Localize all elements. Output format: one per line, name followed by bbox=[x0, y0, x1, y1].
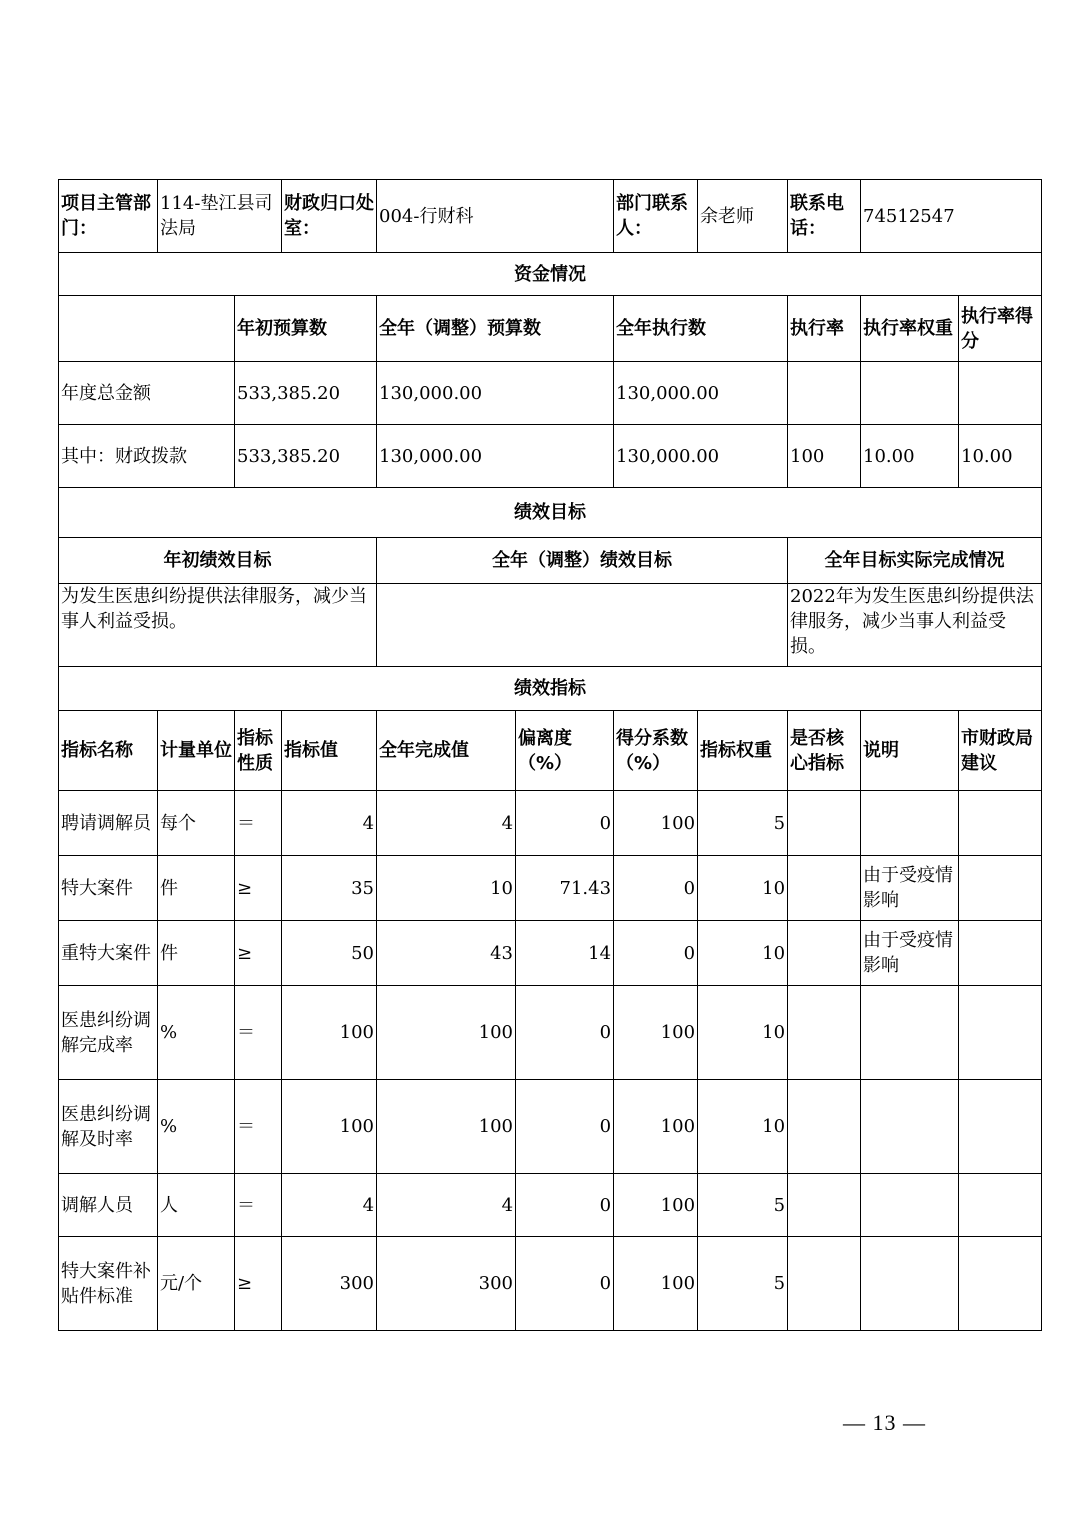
ind-note bbox=[861, 986, 959, 1080]
ind-target: 35 bbox=[282, 856, 377, 921]
ind-note bbox=[861, 1237, 959, 1331]
ind-core bbox=[788, 1174, 861, 1237]
phone-label: 联系电话： bbox=[788, 180, 861, 253]
indicator-row bbox=[59, 1237, 1042, 1331]
funds-section-title: 资金情况 bbox=[59, 253, 1042, 296]
funds-col-rate: 执行率 bbox=[788, 296, 861, 362]
ind-advice bbox=[959, 921, 1042, 986]
ind-weight: 10 bbox=[698, 921, 788, 986]
ind-col-nature: 指标性质 bbox=[235, 711, 282, 791]
funds-col-initial: 年初预算数 bbox=[235, 296, 377, 362]
ind-deviation: 0 bbox=[516, 1174, 614, 1237]
ind-target: 100 bbox=[282, 1080, 377, 1174]
ind-coef: 0 bbox=[614, 856, 698, 921]
ind-note: 由于受疫情影响 bbox=[861, 921, 959, 986]
funds-header-row bbox=[59, 296, 1042, 362]
funds-row-adjusted: 130,000.00 bbox=[377, 425, 614, 488]
ind-actual: 100 bbox=[377, 986, 516, 1080]
ind-core bbox=[788, 986, 861, 1080]
dept-label: 项目主管部门： bbox=[59, 180, 158, 253]
ind-weight: 5 bbox=[698, 1237, 788, 1331]
phone-value: 74512547 bbox=[861, 180, 1042, 253]
indicator-row bbox=[59, 1174, 1042, 1237]
ind-advice bbox=[959, 1174, 1042, 1237]
ind-note bbox=[861, 791, 959, 856]
ind-col-coef: 得分系数（%） bbox=[614, 711, 698, 791]
ind-name: 特大案件 bbox=[59, 856, 158, 921]
funds-row bbox=[59, 362, 1042, 425]
funds-row-label: 年度总金额 bbox=[59, 362, 235, 425]
ind-col-name: 指标名称 bbox=[59, 711, 158, 791]
ind-deviation: 0 bbox=[516, 986, 614, 1080]
ind-core bbox=[788, 1237, 861, 1331]
ind-core bbox=[788, 856, 861, 921]
ind-deviation: 0 bbox=[516, 1237, 614, 1331]
ind-actual: 300 bbox=[377, 1237, 516, 1331]
ind-weight: 10 bbox=[698, 986, 788, 1080]
goals-col-initial: 年初绩效目标 bbox=[59, 538, 377, 584]
funds-row-weight: 10.00 bbox=[861, 425, 959, 488]
ind-col-deviation: 偏离度（%） bbox=[516, 711, 614, 791]
ind-deviation: 0 bbox=[516, 1080, 614, 1174]
ind-weight: 10 bbox=[698, 1080, 788, 1174]
ind-col-actual: 全年完成值 bbox=[377, 711, 516, 791]
goals-actual-text: 2022年为发生医患纠纷提供法律服务，减少当事人利益受损。 bbox=[788, 584, 1042, 667]
ind-nature: ＝ bbox=[235, 791, 282, 856]
indicator-row bbox=[59, 791, 1042, 856]
ind-coef: 100 bbox=[614, 1174, 698, 1237]
header-info-row bbox=[59, 180, 1042, 253]
goals-header-row bbox=[59, 538, 1042, 584]
ind-name: 医患纠纷调解完成率 bbox=[59, 986, 158, 1080]
funds-section-row bbox=[59, 253, 1042, 296]
goals-initial-text: 为发生医患纠纷提供法律服务，减少当事人利益受损。 bbox=[59, 584, 377, 667]
ind-target: 100 bbox=[282, 986, 377, 1080]
ind-deviation: 71.43 bbox=[516, 856, 614, 921]
funds-row-executed: 130,000.00 bbox=[614, 362, 788, 425]
funds-row-initial: 533,385.20 bbox=[235, 362, 377, 425]
ind-unit: 人 bbox=[158, 1174, 235, 1237]
indicators-section-title: 绩效指标 bbox=[59, 667, 1042, 711]
ind-col-target: 指标值 bbox=[282, 711, 377, 791]
ind-col-weight: 指标权重 bbox=[698, 711, 788, 791]
ind-target: 4 bbox=[282, 1174, 377, 1237]
ind-actual: 100 bbox=[377, 1080, 516, 1174]
indicators-header-row bbox=[59, 711, 1042, 791]
ind-unit: 件 bbox=[158, 856, 235, 921]
ind-advice bbox=[959, 1080, 1042, 1174]
funds-row bbox=[59, 425, 1042, 488]
ind-actual: 10 bbox=[377, 856, 516, 921]
ind-unit: 件 bbox=[158, 921, 235, 986]
ind-weight: 10 bbox=[698, 856, 788, 921]
ind-actual: 43 bbox=[377, 921, 516, 986]
funds-row-weight bbox=[861, 362, 959, 425]
ind-coef: 100 bbox=[614, 1080, 698, 1174]
dept-value: 114-垫江县司法局 bbox=[158, 180, 282, 253]
office-value: 004-行财科 bbox=[377, 180, 614, 253]
ind-unit: % bbox=[158, 986, 235, 1080]
ind-advice bbox=[959, 1237, 1042, 1331]
performance-evaluation-table bbox=[58, 179, 1042, 1331]
goals-adjusted-text bbox=[377, 584, 788, 667]
funds-row-initial: 533,385.20 bbox=[235, 425, 377, 488]
goals-col-actual: 全年目标实际完成情况 bbox=[788, 538, 1042, 584]
goals-content-row bbox=[59, 584, 1042, 667]
ind-unit: 元/个 bbox=[158, 1237, 235, 1331]
funds-header-blank bbox=[59, 296, 235, 362]
office-label: 财政归口处室： bbox=[282, 180, 377, 253]
ind-unit: 每个 bbox=[158, 791, 235, 856]
ind-core bbox=[788, 921, 861, 986]
ind-nature: ＝ bbox=[235, 1080, 282, 1174]
ind-advice bbox=[959, 986, 1042, 1080]
contact-label: 部门联系人： bbox=[614, 180, 698, 253]
ind-unit: % bbox=[158, 1080, 235, 1174]
indicator-row bbox=[59, 986, 1042, 1080]
ind-name: 特大案件补贴件标准 bbox=[59, 1237, 158, 1331]
goals-col-adjusted: 全年（调整）绩效目标 bbox=[377, 538, 788, 584]
funds-col-adjusted: 全年（调整）预算数 bbox=[377, 296, 614, 362]
funds-row-score: 10.00 bbox=[959, 425, 1042, 488]
indicator-row bbox=[59, 1080, 1042, 1174]
ind-target: 50 bbox=[282, 921, 377, 986]
ind-name: 聘请调解员 bbox=[59, 791, 158, 856]
ind-name: 调解人员 bbox=[59, 1174, 158, 1237]
funds-row-adjusted: 130,000.00 bbox=[377, 362, 614, 425]
contact-value: 余老师 bbox=[698, 180, 788, 253]
ind-col-core: 是否核心指标 bbox=[788, 711, 861, 791]
ind-deviation: 14 bbox=[516, 921, 614, 986]
ind-weight: 5 bbox=[698, 791, 788, 856]
ind-nature: ＝ bbox=[235, 1174, 282, 1237]
ind-target: 300 bbox=[282, 1237, 377, 1331]
funds-col-executed: 全年执行数 bbox=[614, 296, 788, 362]
ind-advice bbox=[959, 856, 1042, 921]
ind-coef: 100 bbox=[614, 791, 698, 856]
funds-col-score: 执行率得分 bbox=[959, 296, 1042, 362]
ind-core bbox=[788, 1080, 861, 1174]
ind-note bbox=[861, 1174, 959, 1237]
indicator-row bbox=[59, 921, 1042, 986]
funds-row-executed: 130,000.00 bbox=[614, 425, 788, 488]
funds-row-label: 其中：财政拨款 bbox=[59, 425, 235, 488]
funds-col-weight: 执行率权重 bbox=[861, 296, 959, 362]
ind-weight: 5 bbox=[698, 1174, 788, 1237]
funds-row-rate bbox=[788, 362, 861, 425]
funds-row-rate: 100 bbox=[788, 425, 861, 488]
ind-nature: ≥ bbox=[235, 856, 282, 921]
ind-actual: 4 bbox=[377, 791, 516, 856]
ind-col-note: 说明 bbox=[861, 711, 959, 791]
ind-nature: ≥ bbox=[235, 1237, 282, 1331]
funds-row-score bbox=[959, 362, 1042, 425]
ind-actual: 4 bbox=[377, 1174, 516, 1237]
page-number: — 13 — bbox=[843, 1410, 926, 1435]
goals-section-title: 绩效目标 bbox=[59, 488, 1042, 538]
ind-name: 医患纠纷调解及时率 bbox=[59, 1080, 158, 1174]
ind-target: 4 bbox=[282, 791, 377, 856]
ind-col-unit: 计量单位 bbox=[158, 711, 235, 791]
indicators-section-row bbox=[59, 667, 1042, 711]
ind-nature: ＝ bbox=[235, 986, 282, 1080]
ind-name: 重特大案件 bbox=[59, 921, 158, 986]
ind-coef: 100 bbox=[614, 1237, 698, 1331]
goals-section-row bbox=[59, 488, 1042, 538]
ind-note: 由于受疫情影响 bbox=[861, 856, 959, 921]
ind-deviation: 0 bbox=[516, 791, 614, 856]
ind-coef: 100 bbox=[614, 986, 698, 1080]
ind-coef: 0 bbox=[614, 921, 698, 986]
ind-nature: ≥ bbox=[235, 921, 282, 986]
ind-advice bbox=[959, 791, 1042, 856]
indicator-row bbox=[59, 856, 1042, 921]
ind-note bbox=[861, 1080, 959, 1174]
ind-core bbox=[788, 791, 861, 856]
ind-col-advice: 市财政局建议 bbox=[959, 711, 1042, 791]
